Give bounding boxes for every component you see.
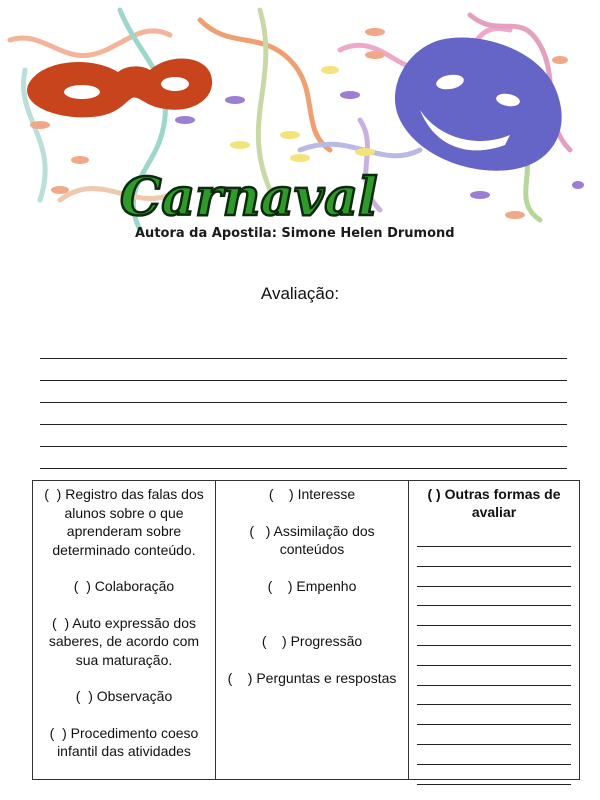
checklist-item[interactable] xyxy=(37,724,211,761)
writing-line[interactable] xyxy=(40,360,567,381)
answer-line[interactable] xyxy=(417,727,571,745)
checklist-column-1 xyxy=(33,481,216,779)
writing-line[interactable] xyxy=(40,404,567,425)
checklist-item-label: Interesse xyxy=(297,486,356,502)
checkbox-parenthesis[interactable]: ( ) xyxy=(267,577,293,594)
checklist-item-label: Observação xyxy=(96,688,173,704)
checklist-item-label: Progressão xyxy=(290,633,363,649)
checklist-column-3 xyxy=(409,481,579,779)
other-forms-title: ( ) Outras formas de avaliar xyxy=(427,486,561,520)
checklist-item[interactable] xyxy=(37,614,211,670)
checklist-item[interactable] xyxy=(220,522,404,559)
other-forms-lines xyxy=(417,529,571,785)
evaluation-writing-lines xyxy=(40,338,567,470)
answer-line[interactable] xyxy=(417,608,571,626)
checklist-item[interactable] xyxy=(220,577,404,596)
checklist-item[interactable] xyxy=(220,669,404,688)
banner-illustration xyxy=(0,0,600,250)
writing-line[interactable] xyxy=(40,426,567,447)
writing-line[interactable] xyxy=(40,338,567,359)
checkbox-parenthesis[interactable]: ( ) xyxy=(75,688,93,704)
checkbox-parenthesis[interactable]: ( ) xyxy=(249,522,271,539)
evaluation-title-text: Avaliação xyxy=(260,284,335,303)
checklist-item[interactable] xyxy=(37,485,211,559)
evaluation-title xyxy=(0,284,600,304)
banner-title: Carnaval xyxy=(120,167,378,228)
checklist-item-label: Procedimento coeso infantil das atividades xyxy=(57,724,199,759)
answer-line[interactable] xyxy=(417,549,571,567)
checklist-column-2 xyxy=(216,481,409,779)
checklist-item-label: Assimilação dos conteúdos xyxy=(273,522,375,557)
answer-line[interactable] xyxy=(417,668,571,686)
checkbox-parenthesis[interactable]: ( ) xyxy=(49,724,67,741)
red-mask-icon xyxy=(27,59,212,118)
checkbox-parenthesis[interactable]: ( ) xyxy=(44,486,62,502)
checklist-item[interactable] xyxy=(220,485,404,504)
answer-line[interactable] xyxy=(417,707,571,725)
evaluation-checklist xyxy=(32,480,580,780)
checklist-item[interactable] xyxy=(220,632,404,651)
carnival-banner xyxy=(0,0,600,250)
answer-line[interactable] xyxy=(417,628,571,646)
checkbox-parenthesis[interactable]: ( ) xyxy=(227,669,253,686)
checklist-item-label: Empenho xyxy=(296,577,357,594)
answer-line[interactable] xyxy=(417,529,571,547)
checklist-item[interactable] xyxy=(37,687,211,706)
writing-line[interactable] xyxy=(40,382,567,403)
answer-line[interactable] xyxy=(417,569,571,587)
checkbox-parenthesis[interactable]: ( ) xyxy=(261,633,287,649)
checklist-item[interactable] xyxy=(37,577,211,596)
checkbox-parenthesis[interactable]: ( ) xyxy=(268,486,294,502)
checkbox-parenthesis[interactable]: ( ) xyxy=(52,614,70,631)
checklist-item-label: Colaboração xyxy=(94,578,175,594)
answer-line[interactable] xyxy=(417,687,571,705)
writing-line[interactable] xyxy=(40,448,567,469)
checklist-item-label: Perguntas e respostas xyxy=(256,669,397,686)
checklist-item-label: Registro das falas dos alunos sobre o que aprenderam sobre determinado conteúdo. xyxy=(52,486,204,558)
checkbox-parenthesis[interactable]: ( ) xyxy=(73,578,91,594)
author-credit: Autora da Apostila: Simone Helen Drumond xyxy=(135,226,455,241)
evaluation-title-colon: : xyxy=(334,284,340,303)
answer-line[interactable] xyxy=(417,648,571,666)
answer-line[interactable] xyxy=(417,747,571,765)
answer-line[interactable] xyxy=(417,767,571,785)
checklist-item-label: Auto expressão dos saberes, de acordo com sua maturação. xyxy=(48,614,200,668)
answer-line[interactable] xyxy=(417,588,571,606)
